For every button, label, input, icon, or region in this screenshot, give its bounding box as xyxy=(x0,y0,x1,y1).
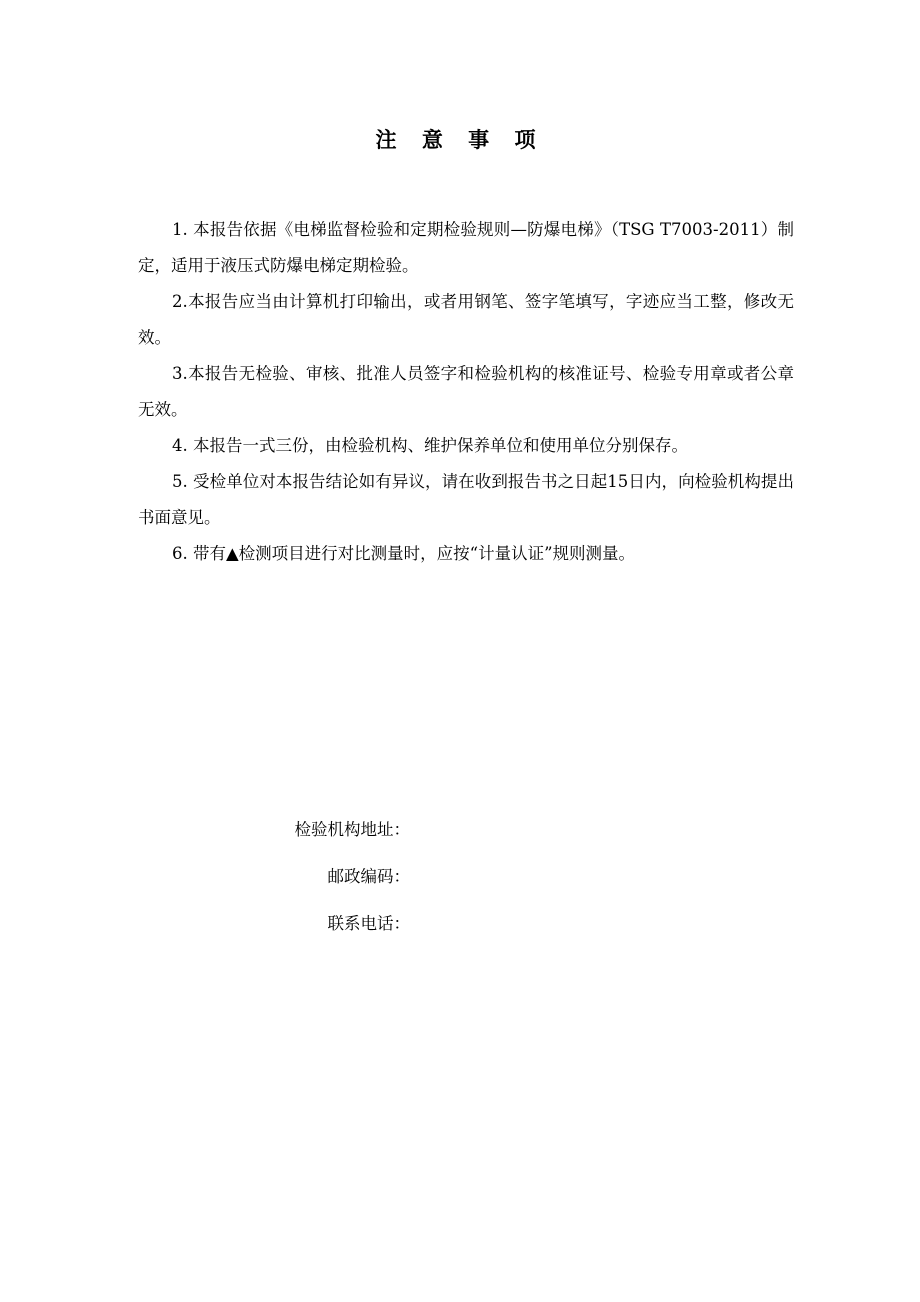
postcode-label: 邮政编码： xyxy=(327,867,410,886)
note-item-6: 6. 带有▲检测项目进行对比测量时，应按“计量认证”规则测量。 xyxy=(172,544,636,563)
page-title: 注 意 事 项 xyxy=(375,128,545,152)
note-item-5: 5. 受检单位对本报告结论如有异议，请在收到报告书之日起15日内，向检验机构提出书面意见。 xyxy=(138,472,794,527)
note-item-3: 3.本报告无检验、审核、批准人员签字和检验机构的核准证号、检验专用章或者公章无效。 xyxy=(138,364,794,419)
contact-block xyxy=(250,806,550,947)
phone-label: 联系电话： xyxy=(327,914,410,933)
address-label: 检验机构地址： xyxy=(294,820,410,839)
note-item-1: 1. 本报告依据《电梯监督检验和定期检验规则—防爆电梯》（TSG T7003-2011）制定，适用于液压式防爆电梯定期检验。 xyxy=(138,220,794,275)
note-item-4: 4. 本报告一式三份，由检验机构、维护保养单位和使用单位分别保存。 xyxy=(172,436,688,455)
notes-list xyxy=(138,212,794,572)
note-item-2: 2.本报告应当由计算机打印输出，或者用钢笔、签字笔填写，字迹应当工整，修改无效。 xyxy=(138,292,794,347)
